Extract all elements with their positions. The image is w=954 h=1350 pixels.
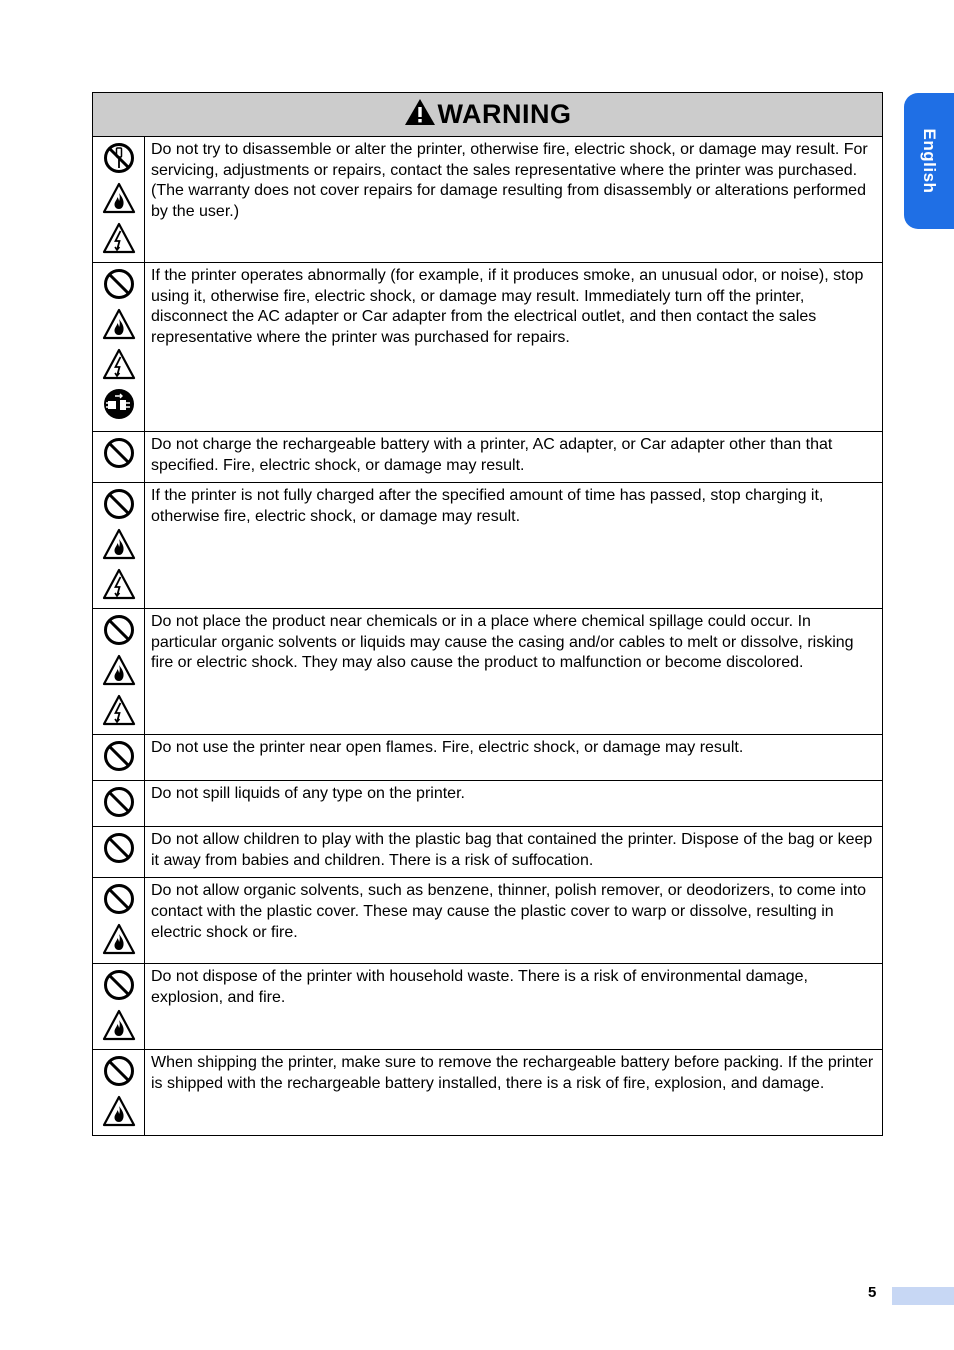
warning-row-icons: [93, 432, 145, 483]
warning-row: [93, 781, 883, 827]
warning-row-text: When shipping the printer, make sure to remove the rechargeable battery before packing. If the printer is shipped with the rechargeable battery installed, there is a risk of fire, explosion, and damage.: [145, 1050, 883, 1136]
warning-row: [93, 1050, 883, 1136]
fire-hazard-icon: [102, 528, 136, 568]
warning-row-icons: [93, 735, 145, 781]
warning-row: [93, 827, 883, 878]
prohibited-icon: [103, 883, 135, 923]
warning-row: [93, 878, 883, 964]
warning-row: [93, 263, 883, 432]
prohibited-icon: [103, 488, 135, 528]
warning-row-text: Do not spill liquids of any type on the printer.: [145, 781, 883, 827]
fire-hazard-icon: [102, 182, 136, 222]
warning-row-icons: [93, 137, 145, 263]
warning-row-icons: [93, 781, 145, 827]
language-tab-label: English: [920, 128, 939, 194]
warning-row-text: Do not charge the rechargeable battery with a printer, AC adapter, or Car adapter other than that specified. Fire, electric shock, or damage may result.: [145, 432, 883, 483]
warning-title: WARNING: [437, 99, 572, 129]
fire-hazard-icon: [102, 308, 136, 348]
electric-shock-icon: [102, 348, 136, 388]
warning-row: [93, 483, 883, 609]
warning-row-icons: [93, 263, 145, 432]
no-disassembly-icon: [103, 142, 135, 182]
warning-row-text: Do not use the printer near open flames. Fire, electric shock, or damage may result.: [145, 735, 883, 781]
warning-table: [92, 92, 883, 1136]
warning-row-icons: [93, 878, 145, 964]
prohibited-icon: [103, 786, 135, 826]
warning-row-text: Do not dispose of the printer with household waste. There is a risk of environmental damage, explosion, and fire.: [145, 964, 883, 1050]
warning-row: [93, 735, 883, 781]
warning-row: [93, 432, 883, 483]
prohibited-icon: [103, 437, 135, 477]
page-number-bar: [892, 1287, 954, 1305]
warning-row-text: If the printer operates abnormally (for example, if it produces smoke, an unusual odor, or noise), stop using it, otherwise fire, electric shock, or damage may result. Immediately turn off the printer, disconnect the AC adapter or Car adapter from the electrical outlet, and then contact the sales representative where the printer was purchased for repairs.: [145, 263, 883, 432]
fire-hazard-icon: [102, 654, 136, 694]
warning-row-text: Do not allow children to play with the plastic bag that contained the printer. Dispose of the bag or keep it away from babies and children. There is a risk of suffocation.: [145, 827, 883, 878]
prohibited-icon: [103, 832, 135, 872]
prohibited-icon: [103, 969, 135, 1009]
warning-row-text: Do not place the product near chemicals or in a place where chemical spillage could occur. In particular organic solvents or liquids may cause the casing and/or cables to melt or dissolve, risking fire or electric shock. They may also cause the product to malfunction or become discolored.: [145, 609, 883, 735]
prohibited-icon: [103, 1055, 135, 1095]
prohibited-icon: [103, 268, 135, 308]
fire-hazard-icon: [102, 1095, 136, 1135]
fire-hazard-icon: [102, 923, 136, 963]
warning-row-icons: [93, 827, 145, 878]
page-number: 5: [868, 1284, 877, 1301]
warning-row: [93, 137, 883, 263]
warning-row-icons: [93, 483, 145, 609]
electric-shock-icon: [102, 568, 136, 608]
unplug-icon: [103, 388, 135, 428]
electric-shock-icon: [102, 694, 136, 734]
warning-row-text: Do not allow organic solvents, such as benzene, thinner, polish remover, or deodorizers, to come into contact with the plastic cover. These may cause the plastic cover to warp or dissolve, resulting in electric shock or fire.: [145, 878, 883, 964]
warning-table-body: [93, 93, 883, 1136]
language-tab[interactable]: [904, 93, 954, 229]
warning-row-icons: [93, 964, 145, 1050]
electric-shock-icon: [102, 222, 136, 262]
prohibited-icon: [103, 740, 135, 780]
warning-header-row: [93, 93, 883, 137]
warning-row-text: Do not try to disassemble or alter the printer, otherwise fire, electric shock, or damage may result. For servicing, adjustments or repairs, contact the sales representative where the printer was purchased. (The warranty does not cover repairs for damage resulting from disassembly or alterations performed by the user.): [145, 137, 883, 263]
warning-triangle-icon: [404, 98, 436, 131]
warning-header: [93, 93, 883, 137]
fire-hazard-icon: [102, 1009, 136, 1049]
prohibited-icon: [103, 614, 135, 654]
warning-row: [93, 964, 883, 1050]
warning-row: [93, 609, 883, 735]
warning-row-icons: [93, 1050, 145, 1136]
warning-row-text: If the printer is not fully charged after the specified amount of time has passed, stop charging it, otherwise fire, electric shock, or damage may result.: [145, 483, 883, 609]
warning-row-icons: [93, 609, 145, 735]
